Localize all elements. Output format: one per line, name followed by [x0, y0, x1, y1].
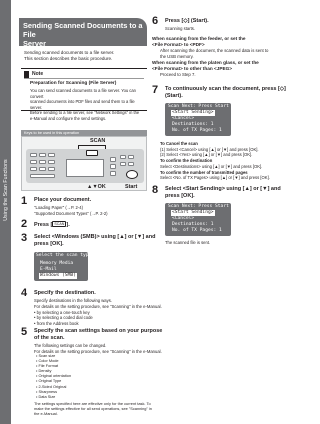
- lcd-title: Select the scan type.: [36, 253, 95, 258]
- chapter-tab-label: Using the Scan Functions: [2, 159, 9, 221]
- lcd-item-memory-media[interactable]: Memory Media: [40, 261, 74, 266]
- lcd-destinations[interactable]: Destinations: 1: [172, 122, 214, 127]
- panel-body: [26, 149, 144, 183]
- note-box: [21, 68, 147, 121]
- step-1-number: 1: [21, 195, 28, 207]
- step-6-text: Press [◇] (Start).: [165, 18, 209, 24]
- up-arrow-key[interactable]: [110, 157, 116, 162]
- chapter-side-tab: [0, 0, 11, 424]
- cancel-instructions: To Cancel the scan (1) Select <Cancel> using [▲] or [▼] and press [OK]. (2) Select <Yes> using [▲] or [▼] and press [OK]. To confirm the destination Select <Destinations> using [▲] or [▼] and press [OK]. To confirm the number of transmitted pages Select <No. of TX Pages> using [▲] or [▼] and press [OK].: [160, 141, 270, 181]
- start-sending-lcd: [165, 203, 231, 236]
- scan-settings-list: • Scan size • Color Mode • File Format • Density • Original orientation • Original Type • 2-Sided Original • Sharpness • Data Size: [36, 353, 72, 399]
- step-5-note: The settings specified here are effective only for the current task. To make the settings effective for all send operations, see "Scanning" in the e-Manual.: [34, 401, 152, 416]
- note-body: You can send scanned documents to a file server. You can convert scanned documents into PDF files and send them to a file server. Before sending to a file server, see "Network Settings" in the e-Manual and configure the send settings.: [30, 88, 140, 121]
- note-title: Preparation for Scanning (File Server): [30, 81, 117, 86]
- step-7-text: To continuously scan the document, press [◇] (Start).: [165, 86, 286, 100]
- section-header: [19, 18, 147, 46]
- lcd-cancel[interactable]: <Cancel>: [172, 216, 195, 221]
- lcd-tx-pages[interactable]: No. of TX Pages: 1: [172, 228, 222, 233]
- scan-key-icon: SCAN: [54, 222, 65, 226]
- step-8-number: 8: [152, 184, 159, 196]
- note-label: Note: [32, 71, 44, 77]
- panel-display: [66, 159, 104, 177]
- scan-type-lcd: [34, 252, 95, 281]
- step-4-body: Specify destinations in the following ways. For details on the setting procedure, see "Scanning" in the e-Manual. • by selecting a one-touch key • by selecting a coded dial code • from the Address book: [34, 298, 162, 327]
- step-6-number: 6: [152, 15, 159, 27]
- step-8-text: Select <Start Sending> using [▲] or [▼] and press [OK].: [165, 186, 281, 200]
- panel-caption: Keys to be used in this operation: [21, 130, 147, 136]
- step-2-text: Press [ SCAN ].: [34, 222, 70, 228]
- platen-body: Proceed to Step 7.: [160, 72, 196, 77]
- step-8-status: The scanned file is sent.: [165, 240, 211, 245]
- step-6-status: Scanning starts.: [165, 26, 196, 31]
- lcd-item-email[interactable]: E-Mail: [40, 267, 57, 272]
- step-1-refs: "Loading Paper" (→P. 2-4) "Supported Document Types" (→P. 2-2): [34, 205, 108, 216]
- step-3-text: Select <Windows (SMB)> using [▲] or [▼] and press [OK].: [34, 234, 156, 248]
- scan-key-label: SCAN: [90, 138, 106, 144]
- start-key-label: Start: [125, 184, 138, 190]
- note-divider: [24, 78, 144, 79]
- start-key[interactable]: [126, 170, 138, 179]
- step-5-text: Specify the scan settings based on your purpose of the scan.: [34, 328, 163, 342]
- ok-keys-label: ▲▼OK: [87, 184, 106, 190]
- note-icon: [24, 71, 29, 78]
- platen-heading: When scanning from the platen glass, or set the <File Format> to other than <JPEG>: [152, 60, 259, 71]
- feeder-heading: When scanning from the feeder, or set the <File Format> to <PDF>: [152, 36, 246, 47]
- lcd-destinations[interactable]: Destinations: 1: [172, 222, 214, 227]
- step-4-number: 4: [21, 287, 28, 299]
- lcd-start-sending[interactable]: <Start Sending>: [172, 210, 214, 215]
- down-arrow-key[interactable]: [110, 171, 116, 176]
- lcd-scan-next: Scan Next: Press Start: [168, 204, 229, 209]
- ok-key[interactable]: [110, 164, 116, 169]
- scan-next-lcd: [165, 103, 231, 136]
- intro-text: Sending scanned documents to a file server. This section describes the basic procedure.: [24, 50, 115, 62]
- lcd-tx-pages[interactable]: No. of TX Pages: 1: [172, 128, 222, 133]
- step-5-number: 5: [21, 326, 28, 338]
- scan-key[interactable]: [86, 150, 98, 156]
- lcd-item-windows-smb[interactable]: Windows (SMB): [40, 273, 76, 278]
- feeder-body: After scanning the document, the scanned data is sent to the USB memory.: [160, 48, 269, 59]
- step-7-number: 7: [152, 84, 159, 96]
- section-title: Sending Scanned Documents to a File Server: [23, 21, 143, 48]
- operation-panel-illustration: [21, 136, 147, 191]
- lcd-cancel[interactable]: <Cancel>: [172, 116, 195, 121]
- step-1-text: Place your document.: [34, 197, 92, 203]
- lcd-scan-next: Scan Next: Press Start: [168, 104, 229, 109]
- step-5-body: The following settings can be changed. For details on the setting procedure, see "Scanning" in the e-Manual.: [34, 343, 162, 354]
- step-3-number: 3: [21, 232, 28, 244]
- step-2-number: 2: [21, 218, 28, 230]
- step-4-text: Specify the destination.: [34, 290, 96, 296]
- lcd-start-sending[interactable]: <Start Sending>: [172, 110, 214, 115]
